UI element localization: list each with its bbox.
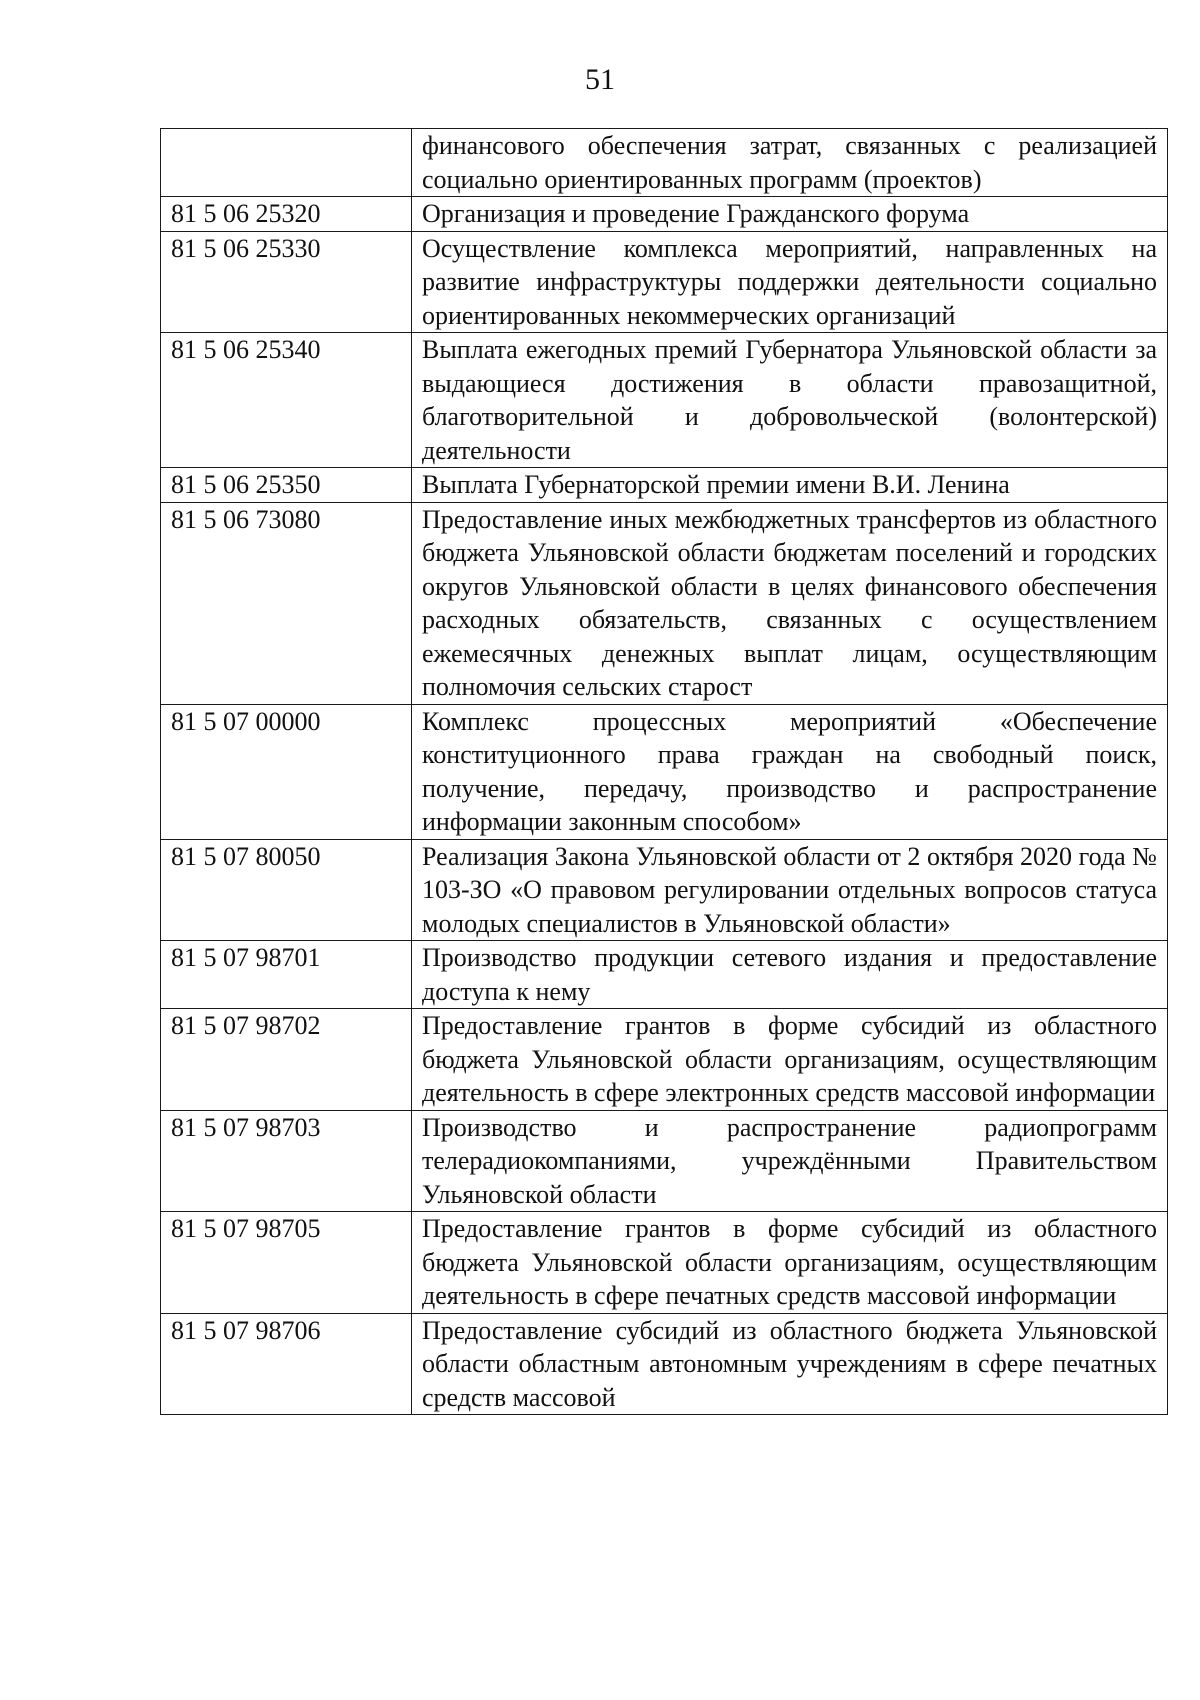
- row-code: 81 5 07 98706: [161, 1313, 412, 1415]
- row-description: Выплата ежегодных премий Губернатора Ульяновской области за выдающиеся достижения в области правозащитной, благотворительной и добровольческой (волонтерской) деятельности: [412, 333, 1168, 468]
- table-row: [161, 231, 1168, 333]
- row-code: 81 5 06 25320: [161, 197, 412, 232]
- row-code: [161, 129, 412, 197]
- table-row: [161, 1110, 1168, 1212]
- row-code: 81 5 06 73080: [161, 502, 412, 704]
- row-description: Комплекс процессных мероприятий «Обеспечение конституционного права граждан на свободный поиск, получение, передачу, производство и распространение информации законным способом»: [412, 704, 1168, 839]
- table-row: [161, 704, 1168, 839]
- row-description: Предоставление грантов в форме субсидий из областного бюджета Ульяновской области организациям, осуществляющим деятельность в сфере печатных средств массовой информации: [412, 1212, 1168, 1314]
- table-row: [161, 333, 1168, 468]
- row-description: финансового обеспечения затрат, связанных с реализацией социально ориентированных программ (проектов): [412, 129, 1168, 197]
- row-code: 81 5 07 00000: [161, 704, 412, 839]
- row-code: 81 5 07 98705: [161, 1212, 412, 1314]
- table-body: [161, 129, 1168, 1415]
- budget-classification-table: [160, 128, 1168, 1415]
- table-row: [161, 502, 1168, 704]
- page-number: 51: [585, 63, 615, 96]
- table-row: [161, 941, 1168, 1009]
- row-code: 81 5 07 98702: [161, 1009, 412, 1111]
- table-row: [161, 839, 1168, 941]
- table-row: [161, 1009, 1168, 1111]
- table-row: [161, 129, 1168, 197]
- row-description: Производство продукции сетевого издания и предоставление доступа к нему: [412, 941, 1168, 1009]
- table-row: [161, 1212, 1168, 1314]
- row-description: Выплата Губернаторской премии имени В.И. Ленина: [412, 468, 1168, 503]
- row-description: Организация и проведение Гражданского форума: [412, 197, 1168, 232]
- table-row: [161, 197, 1168, 232]
- row-code: 81 5 07 98703: [161, 1110, 412, 1212]
- row-code: 81 5 06 25350: [161, 468, 412, 503]
- row-description: Осуществление комплекса мероприятий, направленных на развитие инфраструктуры поддержки деятельности социально ориентированных некоммерческих организаций: [412, 231, 1168, 333]
- row-description: Предоставление субсидий из областного бюджета Ульяновской области областным автономным учреждениям в сфере печатных средств массовой: [412, 1313, 1168, 1415]
- row-code: 81 5 06 25340: [161, 333, 412, 468]
- row-description: Предоставление грантов в форме субсидий из областного бюджета Ульяновской области организациям, осуществляющим деятельность в сфере электронных средств массовой информации: [412, 1009, 1168, 1111]
- row-description: Предоставление иных межбюджетных трансфертов из областного бюджета Ульяновской области бюджетам поселений и городских округов Ульяновской области в целях финансового обеспечения расходных обязательств, связанных с осуществлением ежемесячных денежных выплат лицам, осуществляющим полномочия сельских старост: [412, 502, 1168, 704]
- row-code: 81 5 07 98701: [161, 941, 412, 1009]
- row-description: Реализация Закона Ульяновской области от 2 октября 2020 года № 103-ЗО «О правовом регулировании отдельных вопросов статуса молодых специалистов в Ульяновской области»: [412, 839, 1168, 941]
- row-code: 81 5 06 25330: [161, 231, 412, 333]
- table-row: [161, 468, 1168, 503]
- table-row: [161, 1313, 1168, 1415]
- row-code: 81 5 07 80050: [161, 839, 412, 941]
- row-description: Производство и распространение радиопрограмм телерадиокомпаниями, учреждёнными Правительством Ульяновской области: [412, 1110, 1168, 1212]
